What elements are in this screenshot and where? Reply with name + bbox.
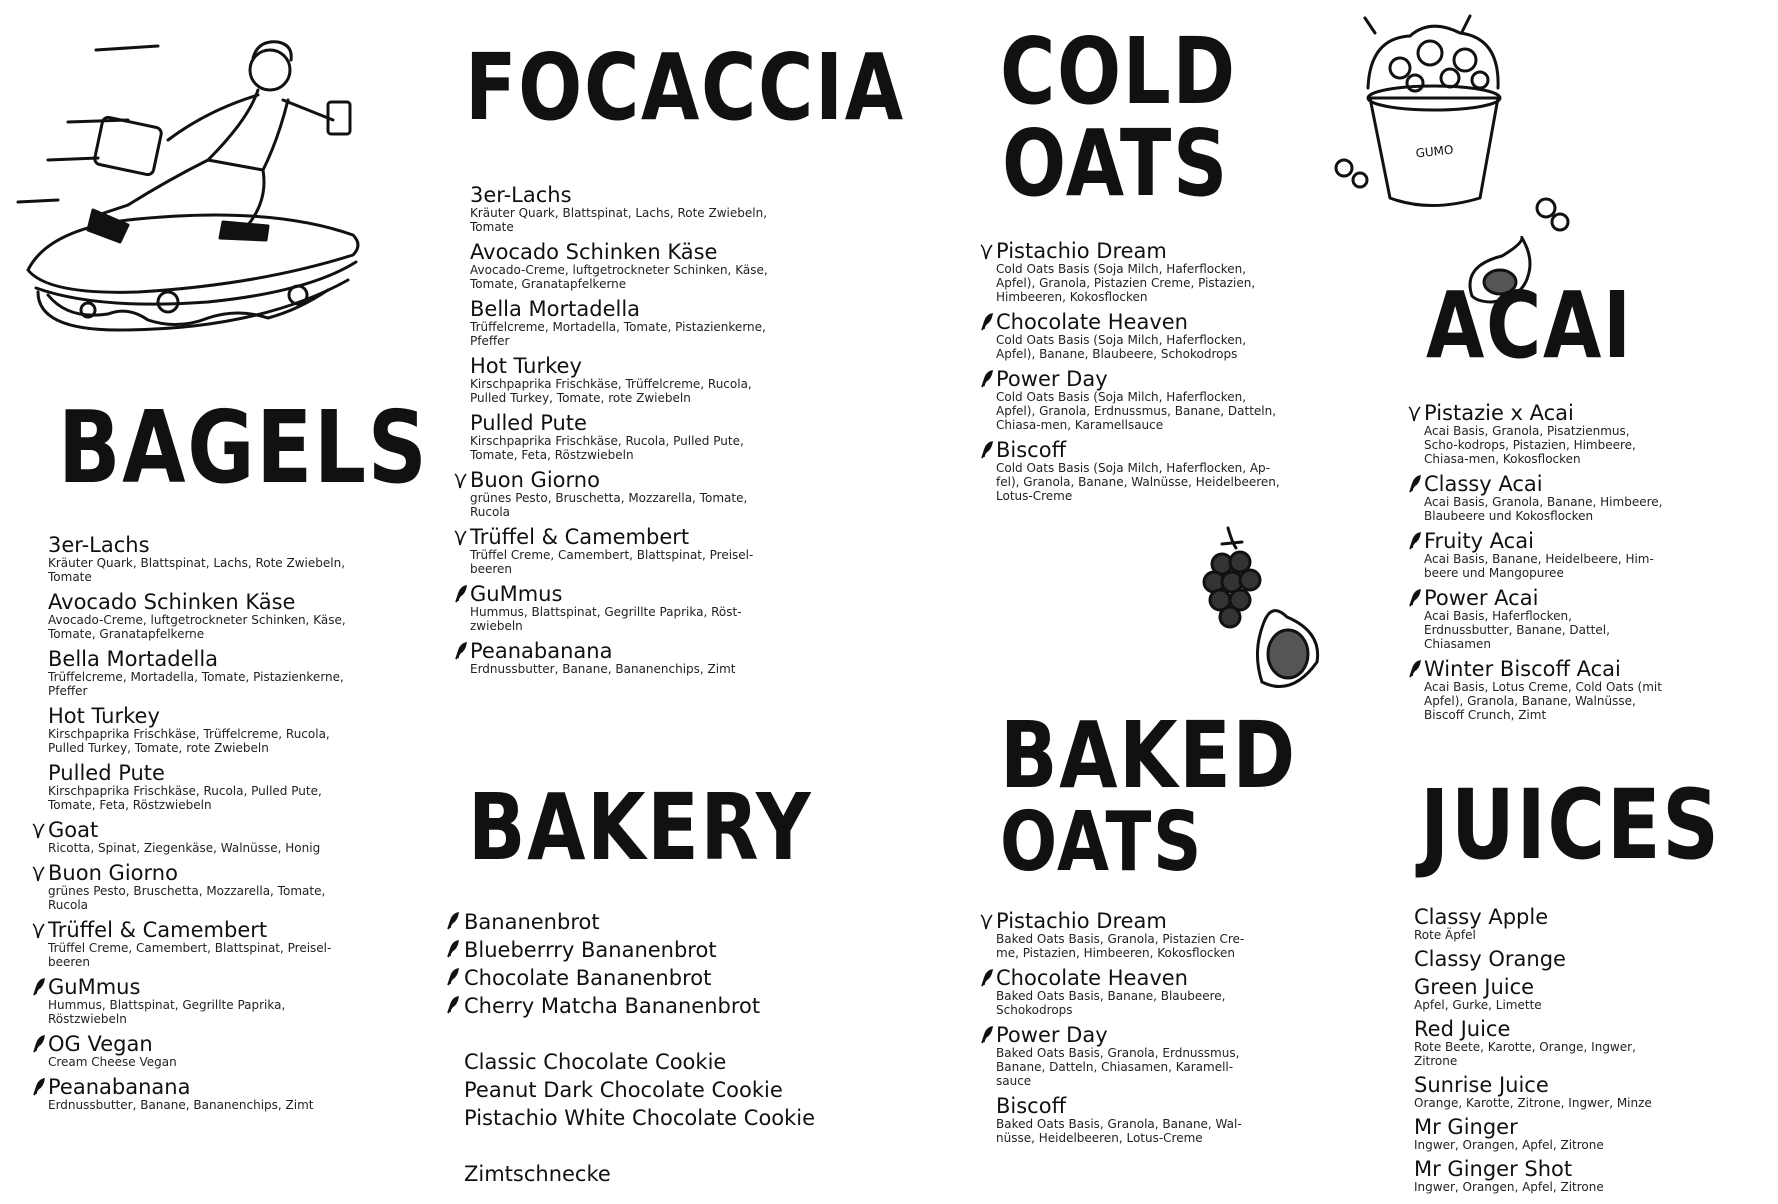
leaf-outline-icon: [980, 242, 993, 260]
menu-item-description: Hummus, Blattspinat, Gegrillte Paprika, Röstzwiebeln: [48, 998, 286, 1026]
menu-item: [1424, 530, 1664, 580]
menu-item: [470, 184, 770, 234]
baked-oats-heading-line2: OATS: [1000, 795, 1204, 890]
leaf-filled-icon: [980, 313, 993, 331]
menu-item-name: Power Day: [996, 367, 1108, 391]
menu-item-description: Baked Oats Basis, Granola, Erdnussmus, Banane, Datteln, Chiasamen, Karamell-sauce: [996, 1046, 1240, 1088]
menu-item: [48, 919, 358, 969]
menu-item: [470, 355, 770, 405]
bakery-item-name: Chocolate Bananenbrot: [464, 966, 712, 990]
leaf-filled-icon: [1408, 475, 1421, 493]
menu-item: [996, 910, 1256, 960]
menu-item-description: Ingwer, Orangen, Apfel, Zitrone: [1414, 1180, 1604, 1194]
menu-item: [48, 862, 358, 912]
menu-item-description: Avocado-Creme, luftgetrockneter Schinken, Käse, Tomate, Granatapfelkerne: [470, 263, 768, 291]
menu-item-name: Buon Giorno: [48, 861, 178, 885]
menu-item-description: Acai Basis, Haferflocken, Erdnussbutter, Banane, Dattel, Chiasamen: [1424, 609, 1610, 651]
bakery-item: [464, 1160, 824, 1188]
menu-item-name: Peanabanana: [48, 1075, 191, 1099]
menu-item: [470, 298, 770, 348]
leaf-filled-icon: [446, 940, 459, 958]
bakery-item: [464, 936, 824, 964]
menu-item: [1414, 1074, 1674, 1110]
menu-item: [1414, 1116, 1674, 1152]
menu-item-name: GuMmus: [470, 582, 563, 606]
bakery-item: [464, 1076, 824, 1104]
menu-item-name: Chocolate Heaven: [996, 310, 1188, 334]
menu-item-description: Ingwer, Orangen, Apfel, Zitrone: [1414, 1138, 1604, 1152]
menu-item-name: Peanabanana: [470, 639, 613, 663]
leaf-filled-icon: [1408, 660, 1421, 678]
leaf-filled-icon: [32, 1078, 45, 1096]
menu-item-description: Kirschpaprika Frischkäse, Trüffelcreme, Rucola, Pulled Turkey, Tomate, rote Zwiebeln: [48, 727, 330, 755]
menu-item-description: Kirschpaprika Frischkäse, Rucola, Pulled Pute, Tomate, Feta, Röstzwiebeln: [470, 434, 744, 462]
menu-item-name: Mr Ginger Shot: [1414, 1157, 1573, 1181]
leaf-filled-icon: [446, 968, 459, 986]
menu-item-description: Acai Basis, Granola, Banane, Himbeere, Blaubeere und Kokosflocken: [1424, 495, 1663, 523]
leaf-outline-icon: [1408, 404, 1421, 422]
menu-item-description: Ricotta, Spinat, Ziegenkäse, Walnüsse, Honig: [48, 841, 321, 855]
menu-item-name: Biscoff: [996, 438, 1067, 462]
leaf-filled-icon: [454, 585, 467, 603]
menu-item-name: Classy Acai: [1424, 472, 1543, 496]
juices-list: [1414, 906, 1674, 1200]
menu-item: [1424, 402, 1664, 466]
cold-oats-heading-line1: COLD: [1000, 18, 1237, 125]
leaf-filled-icon: [980, 370, 993, 388]
bakery-item: [464, 1048, 824, 1076]
bagels-heading: BAGELS: [58, 389, 429, 506]
menu-item: [1424, 587, 1664, 651]
menu-item-name: Trüffel & Camembert: [470, 525, 690, 549]
menu-item-description: grünes Pesto, Bruschetta, Mozzarella, Tomate, Rucola: [470, 491, 748, 519]
blackberry-illustration: [1192, 522, 1322, 702]
menu-item: [470, 640, 770, 676]
pastry-list: [464, 1160, 824, 1188]
bakery-list: [464, 908, 824, 1188]
acai-cup-illustration: [1320, 8, 1580, 238]
menu-item-name: Sunrise Juice: [1414, 1073, 1549, 1097]
bakery-item: [464, 908, 824, 936]
menu-item-description: Erdnussbutter, Banane, Bananenchips, Zimt: [48, 1098, 314, 1112]
leaf-filled-icon: [446, 912, 459, 930]
baked-oats-heading-line1: BAKED: [1000, 702, 1297, 809]
menu-item-description: Cold Oats Basis (Soja Milch, Haferflocken, Apfel), Granola, Erdnussmus, Banane, Datteln, Chiasa-men, Karamellsauce: [996, 390, 1277, 432]
menu-item-name: Buon Giorno: [470, 468, 600, 492]
menu-item-description: Trüffelcreme, Mortadella, Tomate, Pistazienkerne, Pfeffer: [48, 670, 344, 698]
menu-item: [996, 311, 1286, 361]
leaf-filled-icon: [454, 642, 467, 660]
leaf-filled-icon: [446, 996, 459, 1014]
bakery-item: [464, 992, 824, 1020]
menu-item-description: Baked Oats Basis, Banane, Blaubeere, Schokodrops: [996, 989, 1226, 1017]
menu-item: [470, 241, 770, 291]
menu-item: [1414, 1158, 1674, 1194]
menu-item-description: Acai Basis, Granola, Pisatzienmus, Scho-kodrops, Pistazien, Himbeere, Chiasa-men, Kokosflocken: [1424, 424, 1636, 466]
menu-item-description: Cold Oats Basis (Soja Milch, Haferflocken, Apfel), Granola, Pistazien Creme, Pistazien, Himbeeren, Kokosflocken: [996, 262, 1256, 304]
menu-item-description: Cream Cheese Vegan: [48, 1055, 177, 1069]
menu-item: [48, 819, 358, 855]
menu-item: [996, 368, 1286, 432]
menu-item-name: Avocado Schinken Käse: [48, 590, 296, 614]
menu-item: [1424, 473, 1664, 523]
leaf-outline-icon: [32, 921, 45, 939]
menu-item: [48, 1033, 358, 1069]
menu-item-name: Hot Turkey: [48, 704, 160, 728]
menu-item-description: Baked Oats Basis, Granola, Pistazien Cre-me, Pistazien, Himbeeren, Kokosflocken: [996, 932, 1245, 960]
menu-item-description: Kräuter Quark, Blattspinat, Lachs, Rote Zwiebeln, Tomate: [48, 556, 346, 584]
leaf-outline-icon: [32, 864, 45, 882]
bakery-item: [464, 964, 824, 992]
acai-heading: ACAI: [1426, 272, 1633, 379]
menu-item-name: Pistazie x Acai: [1424, 401, 1574, 425]
menu-item-description: Acai Basis, Lotus Creme, Cold Oats (mit Apfel), Granola, Banane, Walnüsse, Biscoff Crunch, Zimt: [1424, 680, 1662, 722]
menu-item-description: Kirschpaprika Frischkäse, Rucola, Pulled Pute, Tomate, Feta, Röstzwiebeln: [48, 784, 322, 812]
bagels-list: [48, 534, 358, 1119]
menu-item-name: Biscoff: [996, 1094, 1067, 1118]
menu-item-description: grünes Pesto, Bruschetta, Mozzarella, Tomate, Rucola: [48, 884, 326, 912]
menu-item-name: Power Acai: [1424, 586, 1539, 610]
menu-item-name: Hot Turkey: [470, 354, 582, 378]
menu-item-description: Orange, Karotte, Zitrone, Ingwer, Minze: [1414, 1096, 1652, 1110]
menu-item-description: Cold Oats Basis (Soja Milch, Haferflocken, Ap-fel), Granola, Banane, Walnüsse, Heidelbeeren, Lotus-Creme: [996, 461, 1280, 503]
bakery-heading: BAKERY: [468, 774, 813, 881]
menu-item: [48, 1076, 358, 1112]
leaf-filled-icon: [32, 978, 45, 996]
leaf-filled-icon: [980, 1026, 993, 1044]
menu-item: [470, 526, 770, 576]
menu-item-name: Power Day: [996, 1023, 1108, 1047]
menu-item-name: 3er-Lachs: [48, 533, 150, 557]
bakery-item-name: Bananenbrot: [464, 910, 600, 934]
menu-item-description: Trüffelcreme, Mortadella, Tomate, Pistazienkerne, Pfeffer: [470, 320, 766, 348]
menu-item: [996, 967, 1256, 1017]
leaf-outline-icon: [454, 471, 467, 489]
menu-item-description: Rote Äpfel: [1414, 928, 1476, 942]
focaccia-heading: FOCACCIA: [465, 34, 905, 141]
menu-item: [48, 762, 358, 812]
leaf-filled-icon: [1408, 532, 1421, 550]
leaf-outline-icon: [980, 912, 993, 930]
menu-item-name: 3er-Lachs: [470, 183, 572, 207]
menu-item: [48, 534, 358, 584]
bakery-item-name: Zimtschnecke: [464, 1162, 611, 1186]
menu-item: [1414, 976, 1674, 1012]
leaf-outline-icon: [454, 528, 467, 546]
menu-item-name: Mr Ginger: [1414, 1115, 1518, 1139]
menu-item-name: Classy Apple: [1414, 905, 1549, 929]
bakery-item-name: Peanut Dark Chocolate Cookie: [464, 1078, 783, 1102]
bananenbrot-list: [464, 908, 824, 1020]
menu-item-name: Green Juice: [1414, 975, 1535, 999]
cup-logo-text: GUMO: [1414, 142, 1455, 161]
menu-item: [996, 1095, 1256, 1145]
menu-item-name: Trüffel & Camembert: [48, 918, 268, 942]
menu-item-name: Pulled Pute: [48, 761, 165, 785]
menu-item-description: Erdnussbutter, Banane, Bananenchips, Zimt: [470, 662, 736, 676]
menu-item-name: Chocolate Heaven: [996, 966, 1188, 990]
juices-heading: JUICES: [1420, 769, 1721, 881]
menu-item-description: Cold Oats Basis (Soja Milch, Haferflocken, Apfel), Banane, Blaubeere, Schokodrops: [996, 333, 1247, 361]
menu-item-name: Bella Mortadella: [48, 647, 219, 671]
menu-item-description: Baked Oats Basis, Granola, Banane, Wal-nüsse, Heidelbeeren, Lotus-Creme: [996, 1117, 1242, 1145]
bakery-item-name: Blueberrry Bananenbrot: [464, 938, 717, 962]
menu-item: [1414, 948, 1674, 970]
focaccia-list: [470, 184, 770, 683]
leaf-outline-icon: [32, 821, 45, 839]
leaf-filled-icon: [1408, 589, 1421, 607]
menu-item-name: Pulled Pute: [470, 411, 587, 435]
menu-item-name: Avocado Schinken Käse: [470, 240, 718, 264]
menu-item-description: Hummus, Blattspinat, Gegrillte Paprika, Röst-zwiebeln: [470, 605, 742, 633]
cold-oats-heading-line2: OATS: [1002, 110, 1229, 217]
menu-item-name: Classy Orange: [1414, 947, 1566, 971]
menu-item-name: Goat: [48, 818, 99, 842]
menu-item-description: Avocado-Creme, luftgetrockneter Schinken, Käse, Tomate, Granatapfelkerne: [48, 613, 346, 641]
menu-item-description: Trüffel Creme, Camembert, Blattspinat, Preisel-beeren: [48, 941, 332, 969]
cold-oats-list: [996, 240, 1286, 510]
menu-item: [1424, 658, 1664, 722]
cookie-list: [464, 1048, 824, 1132]
menu-item-name: OG Vegan: [48, 1032, 153, 1056]
menu-item-description: Trüffel Creme, Camembert, Blattspinat, Preisel-beeren: [470, 548, 754, 576]
menu-item: [48, 705, 358, 755]
menu-item-name: Pistachio Dream: [996, 909, 1167, 933]
menu-item: [48, 648, 358, 698]
bakery-item-name: Cherry Matcha Bananenbrot: [464, 994, 761, 1018]
bakery-item: [464, 1104, 824, 1132]
menu-item-description: Apfel, Gurke, Limette: [1414, 998, 1542, 1012]
menu-item-name: GuMmus: [48, 975, 141, 999]
leaf-filled-icon: [980, 441, 993, 459]
menu-item: [48, 976, 358, 1026]
menu-item-name: Pistachio Dream: [996, 239, 1167, 263]
menu-item-description: Kirschpaprika Frischkäse, Trüffelcreme, Rucola, Pulled Turkey, Tomate, rote Zwiebeln: [470, 377, 752, 405]
menu-item: [1414, 1018, 1674, 1068]
menu-item-description: Rote Beete, Karotte, Orange, Ingwer, Zitrone: [1414, 1040, 1636, 1068]
acai-list: [1424, 402, 1664, 729]
menu-item: [996, 439, 1286, 503]
baked-oats-list: [996, 910, 1256, 1152]
menu-item: [48, 591, 358, 641]
bakery-item-name: Pistachio White Chocolate Cookie: [464, 1106, 816, 1130]
bakery-item-name: Classic Chocolate Cookie: [464, 1050, 727, 1074]
menu-item: [470, 412, 770, 462]
menu-item: [470, 469, 770, 519]
menu-item-name: Red Juice: [1414, 1017, 1511, 1041]
leaf-filled-icon: [32, 1035, 45, 1053]
leaf-filled-icon: [980, 969, 993, 987]
menu-item: [996, 1024, 1256, 1088]
menu-item: [470, 583, 770, 633]
menu-item-name: Bella Mortadella: [470, 297, 641, 321]
menu-item-description: Kräuter Quark, Blattspinat, Lachs, Rote Zwiebeln, Tomate: [470, 206, 768, 234]
menu-item: [1414, 906, 1674, 942]
menu-item-description: Acai Basis, Banane, Heidelbeere, Him-beere und Mangopuree: [1424, 552, 1654, 580]
menu-item-name: Fruity Acai: [1424, 529, 1534, 553]
menu-item: [996, 240, 1286, 304]
skateboard-sandwich-illustration: [8, 30, 368, 360]
menu-item-name: Winter Biscoff Acai: [1424, 657, 1621, 681]
